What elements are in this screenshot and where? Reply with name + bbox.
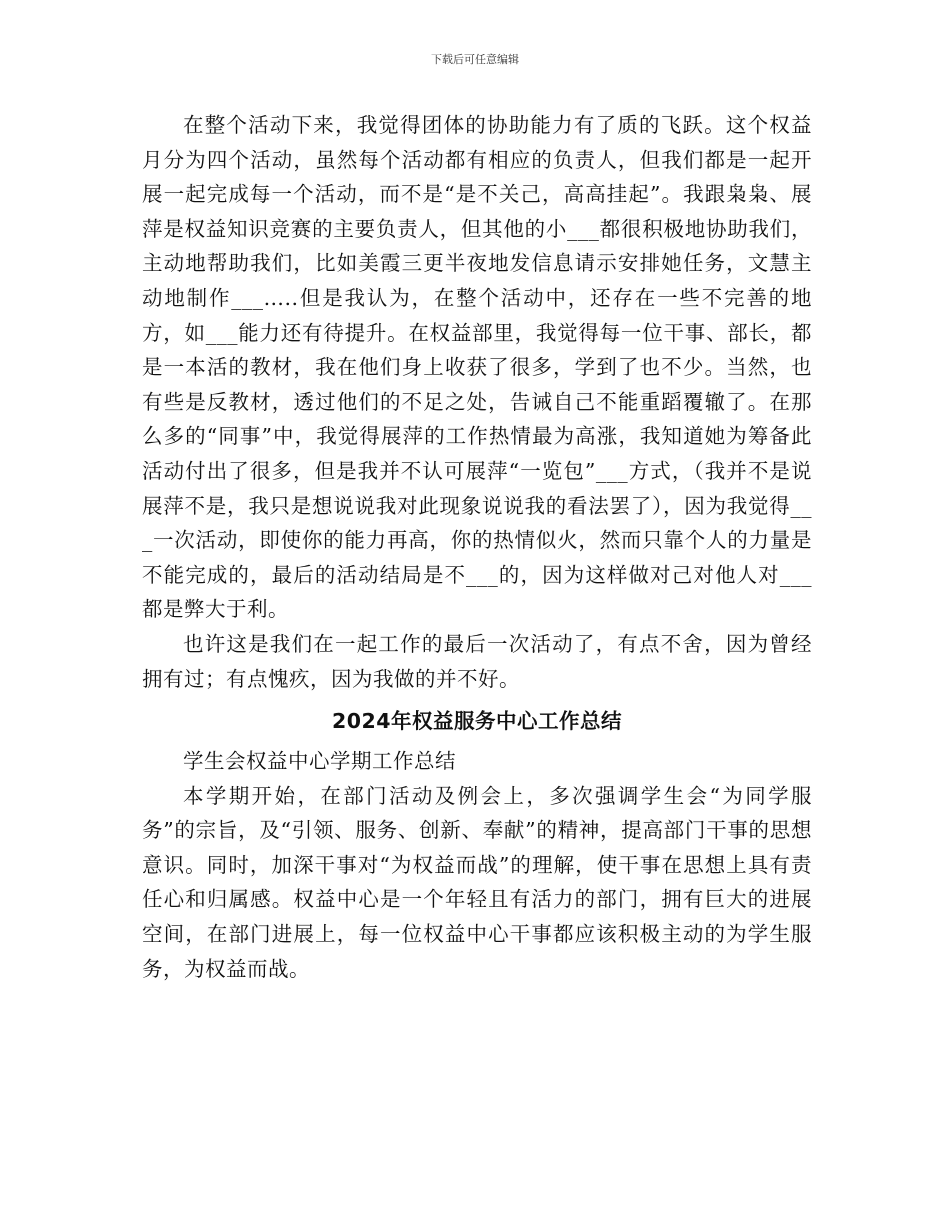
paragraph-semester-summary: 本学期开始，在部门活动及例会上，多次强调学生会“为同学服务”的宗旨，及“引领、服务、创新、奉献”的精神，提高部门干事的思想意识。同时，加深干事对“为权益而战”的理解，使干事在思想上具有责任心和归属感。权益中心是一个年轻且有活力的部门，拥有巨大的进展空间，在部门进展上，每一位权益中心干事都应该积极主动的为学生服务，为权益而战。 [142, 783, 812, 981]
paragraph-closing-remark: 也许这是我们在一起工作的最后一次活动了，有点不舍，因为曾经拥有过；有点愧疚，因为我做的并不好。 [142, 631, 812, 691]
page-header: 下载后可任意编辑 [431, 53, 519, 66]
paragraph-activity-reflection: 在整个活动下来，我觉得团体的协助能力有了质的飞跃。这个权益月分为四个活动，虽然每个活动都有相应的负责人，但我们都是一起开展一起完成每一个活动，而不是“是不关己，高高挂起”。我跟枭枭、展萍是权益知识竞赛的主要负责人，但其他的小___都很积极地协助我们，主动地帮助我们，比如美霞三更半夜地发信息请示安排她任务，文慧主动地制作___…..但是我认为，在整个活动中，还存在一些不完善的地方，如___能力还有待提升。在权益部里，我觉得每一位干事、部长，都是一本活的教材，我在他们身上收获了很多，学到了也不少。当然，也有些是反教材，透过他们的不足之处，告诫自己不能重蹈覆辙了。在那么多的“同事”中，我觉得展萍的工作热情最为高涨，我知道她为筹备此活动付出了很多，但是我并不认可展萍“一览包”___方式，（我并不是说展萍不是，我只是想说说我对此现象说说我的看法罢了），因为我觉得___一次活动，即使你的能力再高，你的热情似火，然而只靠个人的力量是不能完成的，最后的活动结局是不___的，因为这样做对己对他人对___都是弊大于利。 [142, 113, 812, 622]
paragraph-subtitle: 学生会权益中心学期工作总结 [183, 749, 456, 774]
document-body [142, 108, 812, 986]
section-title: 2024年权益服务中心工作总结 [331, 709, 623, 734]
